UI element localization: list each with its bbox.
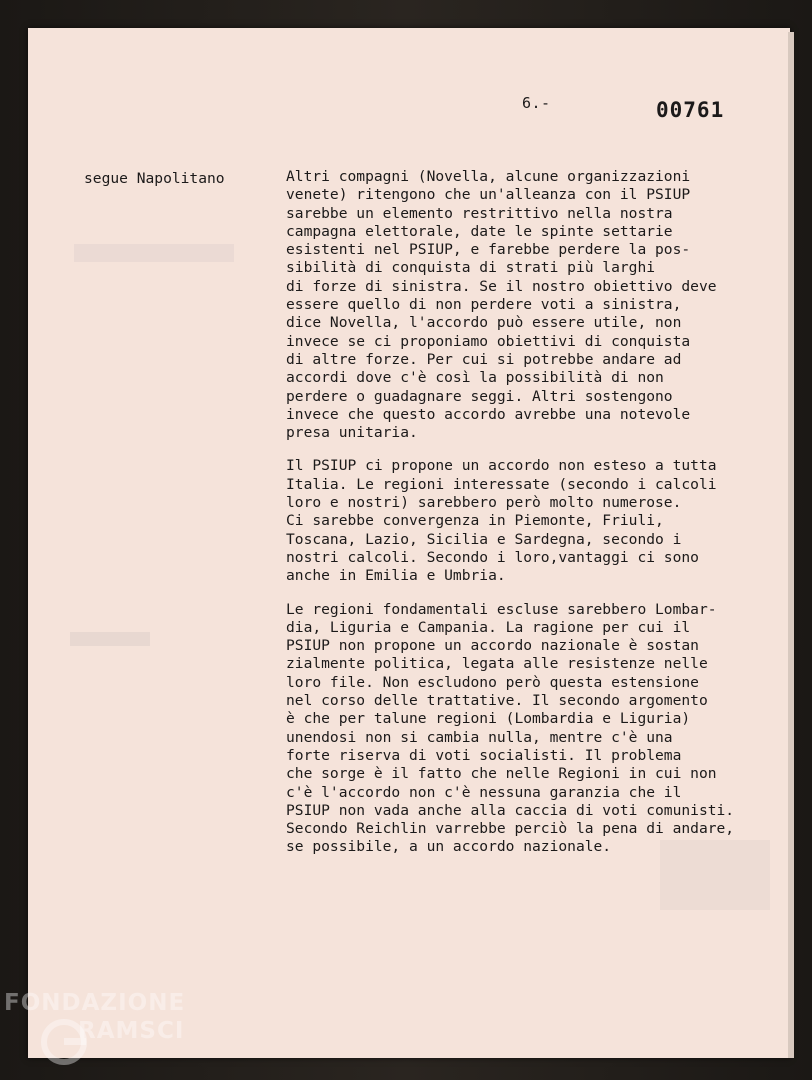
document-number: 00761 [656,98,725,122]
paragraph-2: Il PSIUP ci propone un accordo non esteso a tutta Italia. Le regioni interessate (secondo i calcoli loro e nostri) sarebbero però molto numerose. Ci sarebbe convergenza in Piemonte, Friuli, Toscana, Lazio, Sicilia e Sardegna, secondo i nostri calcoli. Secondo i loro,vantaggi ci sono anche in Emilia e Umbria. [286,457,717,585]
document-body [286,168,776,872]
speaker-label: segue Napolitano [84,170,225,187]
paragraph-1: Altri compagni (Novella, alcune organizzazioni venete) ritengono che un'alleanza con il PSIUP sarebbe un elemento restrittivo nella nostra campagna elettorale, date le spinte settarie esistenti nel PSIUP, e farebbe perdere la pos- sibilità di conquista di strati più larghi di forze di sinistra. Se il nostro obiettivo deve essere quello di non perdere voti a sinistra, dice Novella, l'accordo può essere utile, non invece se ci proponiamo obiettivi di conquista di altre forze. Per cui si potrebbe andare ad accordi dove c'è così la possibilità di non perdere o guadagnare seggi. Altri sostengono invece che questo accordo avrebbe una notevole presa unitaria. [286,168,717,442]
watermark-line-1: FONDAZIONE [4,990,186,1016]
bleed-through-block [74,244,234,262]
fondazione-gramsci-watermark [4,990,204,1070]
paragraph-3: Le regioni fondamentali escluse sarebbero Lombar- dia, Liguria e Campania. La ragione per cui il PSIUP non propone un accordo nazionale è sostan zialmente politica, legata alle resistenze nelle loro file. Non escludono però questa estensione nel corso delle trattative. Il secondo argomento è che per talune regioni (Lombardia e Liguria) unendosi non si cambia nulla, mentre c'è una forte riserva di voti socialisti. Il problema che sorge è il fatto che nelle Regioni in cui non c'è l'accordo non c'è nessuna garanzia che il PSIUP non vada anche alla caccia di voti comunisti. Secondo Reichlin varrebbe perciò la pena di andare, se possibile, a un accordo nazionale. [286,600,735,856]
bleed-through-block [70,632,150,646]
page-edge [788,32,794,1058]
page-number: 6.- [522,94,551,112]
watermark-line-2: RAMSCI [78,1018,185,1044]
